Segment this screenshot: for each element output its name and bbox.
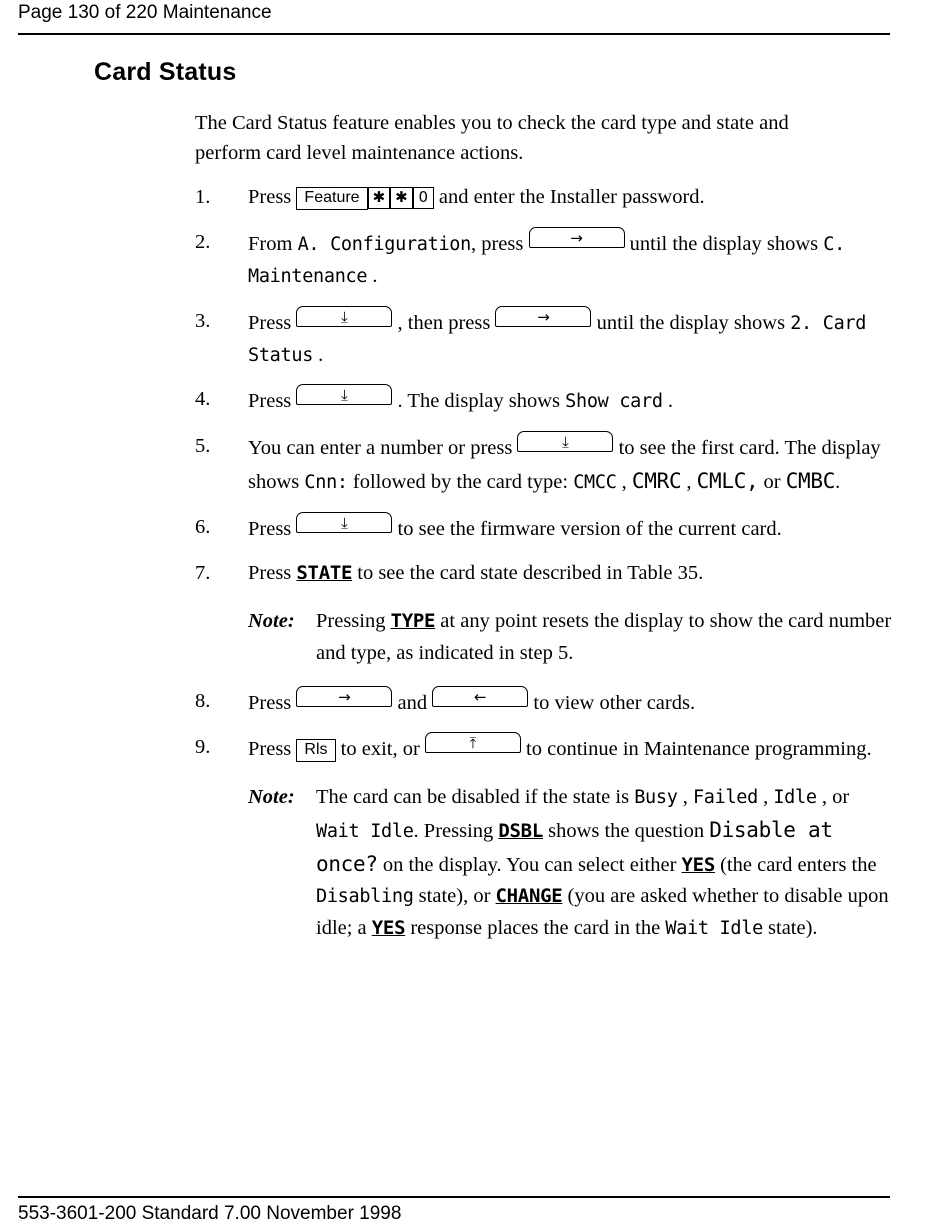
step-text: Press → and ← to view other cards. <box>248 687 696 714</box>
step-number: 5. <box>195 435 211 458</box>
display-softkey-label[interactable]: DSBL <box>498 819 543 842</box>
step-text: Press ⤓ . The display shows Show card . <box>248 386 673 413</box>
step-text: You can enter a number or press ⤓ to see the first card. The display shows Cnn: followed by the card type: CMCC , CMRC , CMLC, or CMBC. <box>248 433 881 493</box>
display-text: Wait Idle <box>665 918 763 940</box>
phone-key[interactable]: ✱ <box>390 187 413 209</box>
display-text: CMCC <box>573 471 617 493</box>
note-block-1 <box>94 606 894 670</box>
display-text: Busy <box>634 787 678 809</box>
step-text: From A. Configuration, press → until the display shows C. Maintenance . <box>248 229 845 287</box>
step-text: Press Feature ✱ ✱ 0 and enter the Installer password. <box>248 186 705 209</box>
display-text: Disabling <box>316 886 414 908</box>
softkey-button[interactable]: ⤓ <box>296 384 392 405</box>
step-number: 7. <box>195 562 211 585</box>
display-softkey-label[interactable]: YES <box>681 853 715 876</box>
step-item <box>94 431 894 499</box>
display-text: 2. Card Status <box>248 312 867 366</box>
step-number: 3. <box>195 309 211 332</box>
display-text: CMBC <box>785 468 836 493</box>
softkey-button[interactable]: → <box>529 227 625 248</box>
step-number: 9. <box>195 736 211 759</box>
softkey-button[interactable]: ⤓ <box>296 512 392 533</box>
phone-key[interactable]: ✱ <box>368 187 391 209</box>
softkey-button[interactable]: ⤓ <box>517 431 613 452</box>
steps-list-2 <box>94 686 894 767</box>
step-number: 8. <box>195 689 211 712</box>
display-text: CMRC <box>631 468 682 493</box>
step-item <box>94 558 894 590</box>
step-item <box>94 306 894 372</box>
page-header: Page 130 of 220 Maintenance <box>18 2 272 23</box>
display-softkey-label[interactable]: STATE <box>296 562 353 585</box>
display-text: Cnn: <box>304 471 348 493</box>
step-text: Press ⤓ , then press → until the display shows 2. Card Status . <box>248 307 867 366</box>
phone-key[interactable]: 0 <box>413 187 434 209</box>
step-item <box>94 384 894 418</box>
step-text: Press STATE to see the card state described in Table 35. <box>248 562 704 585</box>
step-item <box>94 732 894 766</box>
step-text: Press Rls to exit, or ⤒ to continue in Maintenance programming. <box>248 734 872 761</box>
softkey-button[interactable]: ← <box>432 686 528 707</box>
footer-divider <box>18 1196 890 1198</box>
note-block-2 <box>94 782 894 945</box>
display-text: Failed <box>692 787 758 809</box>
display-text: A. Configuration <box>297 234 471 256</box>
note-text: The card can be disabled if the state is Busy , Failed , Idle , or Wait Idle. Pressing DSBL shows the question Disable at once? on the display. You can select either YES (the card enters the Disabling state), or CHANGE (you are asked whether to disable upon idle; a YES response places the card in the Wait Idle state). <box>316 786 889 940</box>
step-item <box>94 686 894 720</box>
softkey-button[interactable]: → <box>296 686 392 707</box>
softkey-button[interactable]: ⤓ <box>296 306 392 327</box>
note-label: Note: <box>248 786 295 809</box>
display-text: Disable at once? <box>316 817 833 876</box>
display-text: Show card <box>565 391 663 413</box>
step-number: 6. <box>195 515 211 538</box>
steps-list-1 <box>94 182 894 590</box>
step-text: Press ⤓ to see the firmware version of the current card. <box>248 513 782 540</box>
display-text: CMLC, <box>696 468 759 493</box>
display-text: Wait Idle <box>316 820 414 842</box>
step-number: 1. <box>195 186 211 209</box>
step-item <box>94 227 894 293</box>
display-text: C. Maintenance <box>248 234 845 287</box>
display-softkey-label[interactable]: YES <box>371 917 406 940</box>
phone-key[interactable]: Feature <box>296 187 367 210</box>
intro-paragraph: The Card Status feature enables you to check the card type and state and perform card level maintenance actions. <box>195 112 789 164</box>
page-title: Card Status <box>94 58 237 86</box>
step-item <box>94 512 894 546</box>
softkey-button[interactable]: → <box>495 306 591 327</box>
step-item <box>94 182 894 214</box>
page-content <box>94 58 894 961</box>
phone-key[interactable]: Rls <box>296 739 335 762</box>
note-label: Note: <box>248 610 295 633</box>
display-softkey-label[interactable]: CHANGE <box>495 885 563 908</box>
header-divider <box>18 33 890 35</box>
step-number: 4. <box>195 388 211 411</box>
display-softkey-label[interactable]: TYPE <box>390 610 436 633</box>
step-number: 2. <box>195 231 211 254</box>
display-text: Idle <box>773 787 817 809</box>
page-footer: 553-3601-200 Standard 7.00 November 1998 <box>18 1203 402 1224</box>
softkey-button[interactable]: ⤒ <box>425 732 521 753</box>
note-text: Pressing TYPE at any point resets the display to show the card number and type, as indicated in step 5. <box>316 610 892 664</box>
